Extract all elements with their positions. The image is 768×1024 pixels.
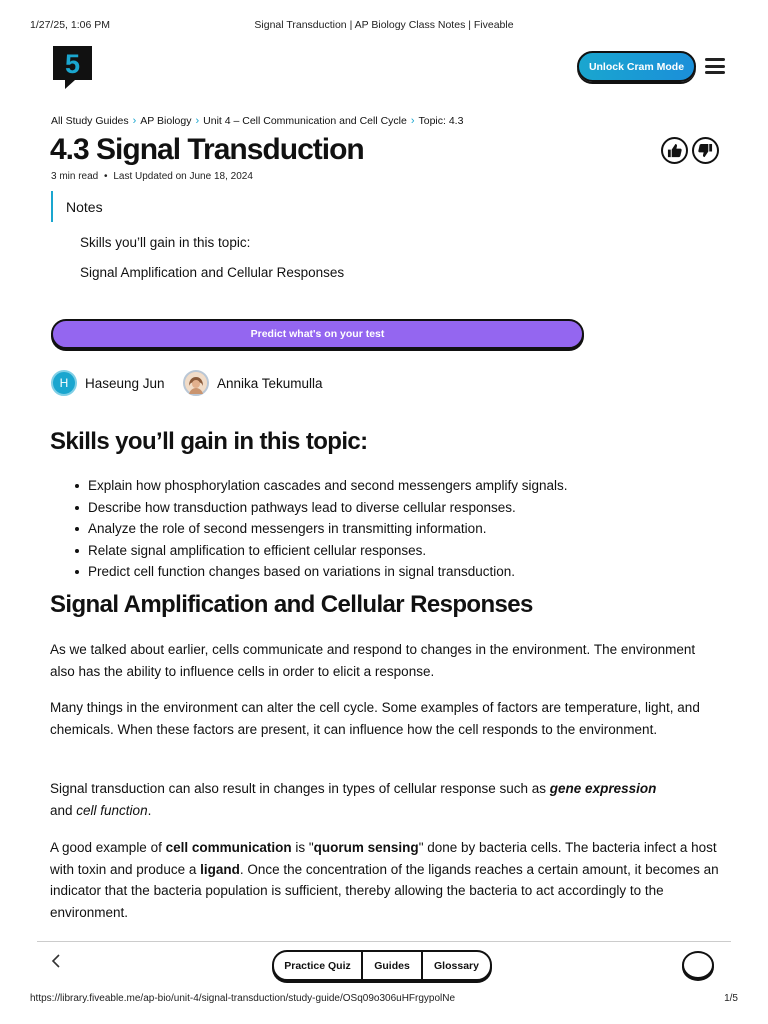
back-chevron-icon[interactable]: [50, 953, 66, 973]
cell-function-term: cell function: [76, 802, 148, 818]
fiveable-logo[interactable]: [51, 44, 94, 90]
last-updated: Last Updated on June 18, 2024: [113, 171, 253, 182]
avatar: [183, 370, 209, 396]
page-title: 4.3 Signal Transduction: [50, 133, 364, 166]
logo-glyph: 5: [64, 49, 81, 79]
skills-heading: Skills you’ll gain in this topic:: [50, 428, 368, 455]
print-page-title: Signal Transduction | AP Biology Class Notes | Fiveable: [254, 19, 514, 31]
text-run: A good example of: [50, 840, 166, 855]
breadcrumb-all-study-guides[interactable]: All Study Guides: [51, 115, 129, 127]
ligand-term: ligand: [200, 861, 240, 877]
person-avatar-icon: [185, 372, 207, 394]
hamburger-menu-icon[interactable]: [705, 58, 725, 74]
list-item: Relate signal amplification to efficient cellular responses.: [88, 543, 568, 565]
author-haseung-jun[interactable]: [51, 370, 165, 396]
avatar: H: [51, 370, 77, 396]
author-name: Annika Tekumulla: [217, 375, 323, 391]
print-datetime: 1/27/25, 1:06 PM: [30, 19, 110, 31]
tab-practice-quiz[interactable]: Practice Quiz: [274, 952, 363, 979]
toc-link-signal-amplification[interactable]: Signal Amplification and Cellular Responses: [80, 265, 345, 280]
tab-glossary[interactable]: Glossary: [434, 959, 479, 972]
paragraph-2: Many things in the environment can alter the cell cycle. Some examples of factors are temperature, light, and chemicals. When these factors are present, it can influence how the cell responds to the environment.: [50, 700, 700, 737]
thumbs-down-button[interactable]: [692, 137, 719, 164]
gene-expression-term: gene expression: [549, 781, 657, 796]
chevron-right-icon: ›: [132, 115, 137, 127]
text-run: Signal transduction can also result in changes in types of cellular response such as: [50, 781, 550, 796]
toc-link-skills[interactable]: Skills you’ll gain in this topic:: [80, 235, 251, 250]
text-run: . Once the concentration of the ligands reaches a certain amount, it becomes an indicator that the bacteria population is sufficient, thereby allowing the bacteria to act accordingly to the environment.: [50, 861, 719, 920]
cell-communication-term: cell communication: [165, 840, 292, 855]
quorum-sensing-term: quorum sensing: [313, 840, 419, 855]
text-run: and: [50, 802, 77, 818]
breadcrumb-topic[interactable]: Topic: 4.3: [418, 115, 464, 127]
list-item: Analyze the role of second messengers in transmitting information.: [88, 521, 568, 543]
breadcrumb-unit-4[interactable]: Unit 4 – Cell Communication and Cell Cycle: [203, 115, 407, 127]
article-meta: [51, 171, 253, 182]
notes-label: Notes: [51, 191, 103, 222]
read-time: 3 min read: [51, 171, 99, 182]
thumbs-down-icon: [698, 143, 713, 158]
meta-separator: •: [104, 171, 108, 182]
paragraph-1: As we talked about earlier, cells communicate and respond to changes in the environment. The environment also has the ability to influence cells in order to elicit a response.: [50, 642, 696, 679]
author-annika-tekumulla[interactable]: [183, 370, 323, 396]
author-name: Haseung Jun: [85, 375, 165, 391]
list-item: Describe how transduction pathways lead to diverse cellular responses.: [88, 500, 568, 522]
predict-test-button[interactable]: Predict what's on your test: [51, 319, 584, 349]
thumbs-up-button[interactable]: [661, 137, 688, 164]
text-run: .: [147, 802, 152, 818]
chevron-right-icon: ›: [410, 115, 415, 127]
list-item: Predict cell function changes based on variations in signal transduction.: [88, 564, 568, 586]
list-item: Explain how phosphorylation cascades and second messengers amplify signals.: [88, 478, 568, 500]
skills-list: [88, 478, 568, 586]
print-footer: [30, 993, 738, 1007]
breadcrumb-ap-biology[interactable]: AP Biology: [140, 115, 192, 127]
bottom-tab-bar: [272, 950, 492, 981]
breadcrumb: [51, 115, 463, 127]
paragraph-3: [50, 778, 720, 821]
page-number: 1/5: [724, 993, 738, 1004]
text-run: " done by bacteria cells. The bacteria infect a host with toxin and produce a: [50, 840, 717, 877]
action-circle-button[interactable]: [682, 951, 714, 979]
unlock-cram-mode-button[interactable]: Unlock Cram Mode: [577, 51, 696, 82]
page-url: https://library.fiveable.me/ap-bio/unit-4/signal-transduction/study-guide/OSq09o306uHFrgypolNe: [30, 993, 456, 1004]
chevron-right-icon: ›: [195, 115, 200, 127]
divider: [37, 941, 731, 942]
text-run: is ": [291, 840, 314, 855]
thumbs-up-icon: [667, 143, 682, 158]
paragraph-4: [50, 837, 720, 923]
print-header: [30, 19, 738, 33]
tab-guides[interactable]: Guides: [363, 952, 423, 979]
section-heading: Signal Amplification and Cellular Responses: [50, 591, 533, 618]
